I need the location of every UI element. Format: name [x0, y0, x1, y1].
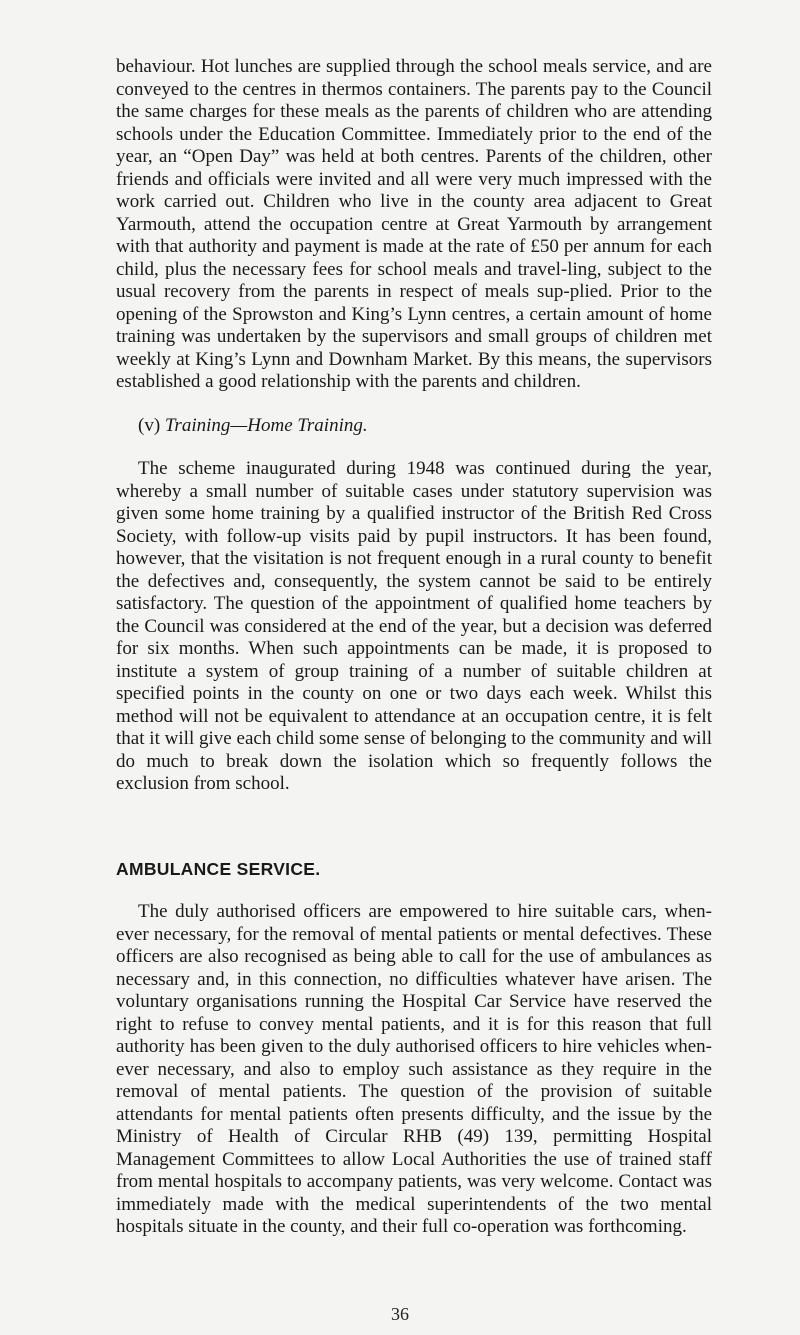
section-heading-ambulance: AMBULANCE SERVICE.	[116, 858, 321, 879]
paragraph-ambulance-service: The duly authorised officers are empowered to hire suitable cars, when-ever necessary, for the removal of mental patients or mental defectives. These officers are also recognised as being able to call for the use of ambulances as necessary and, in this connection, no difficulties whatever have arisen. The voluntary organisations running the Hospital Car Service have reserved the right to refuse to convey mental patients, and it is for this reason that full authority has been given to the duly authorised officers to hire vehicles when-ever necessary, and also to employ such assistance as they require in the removal of mental patients. The question of the provision of suitable attendants for mental patients often presents difficulty, and the issue by the Ministry of Health of Circular RHB (49) 139, permitting Hospital Management Committees to allow Local Authorities the use of trained staff from mental hospitals to accompany patients, was very welcome. Contact was immediately made with the medical superintendents of the two mental hospitals situate in the county, and their full co-operation was forthcoming.	[116, 901, 712, 1237]
paragraph-hot-lunches: behaviour. Hot lunches are supplied through the school meals service, and are conveyed to the centres in thermos containers. The parents pay to the Council the same charges for these meals as the parents of children who are attending schools under the Education Committee. Immediately prior to the end of the year, an “Open Day” was held at both centres. Parents of the children, other friends and officials were invited and all were very much impressed with the work carried out. Children who live in the county area adjacent to Great Yarmouth, attend the occupation centre at Great Yarmouth by arrangement with that authority and payment is made at the rate of £50 per annum for each child, plus the necessary fees for school meals and travel-ling, subject to the usual recovery from the parents in respect of meals sup-plied. Prior to the opening of the Sprowston and King’s Lynn centres, a certain amount of home training was undertaken by the supervisors and small groups of children met weekly at King’s Lynn and Downham Market. By this means, the supervisors established a good relationship with the parents and children.	[116, 56, 712, 392]
page-number: 36	[391, 1304, 409, 1324]
subsection-number: (v)	[138, 414, 161, 436]
subsection-title: Training—Home Training.	[164, 414, 368, 436]
paragraph-home-training: The scheme inaugurated during 1948 was continued during the year, whereby a small number of suitable cases under statutory supervision was given some home training by a qualified instructor of the British Red Cross Society, with follow-up visits paid by pupil instructors. It has been found, however, that the visitation is not frequent enough in a rural county to benefit the defectives and, consequently, the system cannot be said to be entirely satisfactory. The question of the appointment of qualified home teachers by the Council was considered at the end of the year, but a decision was deferred for six months. When such appointments can be made, it is proposed to institute a system of group training of a number of suitable children at specified points in the county on one or two days each week. Whilst this method will not be equivalent to attendance at an occupation centre, it is felt that it will give each child some sense of belonging to the community and will do much to break down the isolation which so frequently follows the exclusion from school.	[116, 458, 712, 794]
subsection-heading	[116, 415, 712, 438]
